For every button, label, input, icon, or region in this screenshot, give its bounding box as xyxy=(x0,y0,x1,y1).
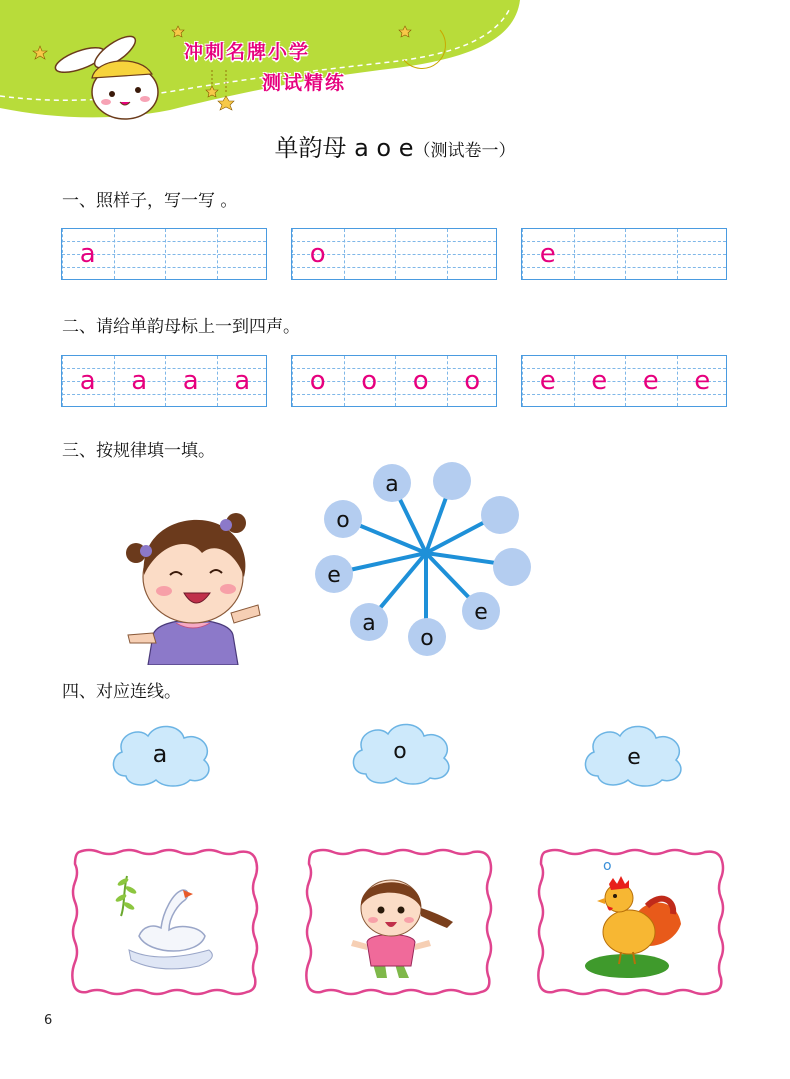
wheel-bubble-blank-3 xyxy=(493,548,531,586)
question-4-label: 四、对应连线。 xyxy=(62,682,181,702)
tone-grid-o[interactable] xyxy=(291,355,497,407)
writing-grid-e[interactable] xyxy=(521,228,727,280)
wheel-letter: e xyxy=(327,563,341,588)
cloud-letter: o xyxy=(393,739,407,764)
cloud-letter: a xyxy=(152,740,168,768)
grid-letter: a xyxy=(234,366,251,396)
grid-letter: o xyxy=(412,366,429,396)
wheel-letter: a xyxy=(385,472,399,497)
grid-letter: o xyxy=(464,366,481,396)
page-title xyxy=(0,128,790,163)
wheel-letter: e xyxy=(474,600,488,625)
title-sub: （测试卷一） xyxy=(413,141,516,161)
grid-letter: a xyxy=(131,366,148,396)
grid-letter: e xyxy=(642,366,659,396)
girl-illustration xyxy=(118,505,268,665)
grid-letter: a xyxy=(182,366,199,396)
pattern-wheel xyxy=(310,455,550,665)
question-1-label: 一、照样子，写一写 。 xyxy=(62,191,238,211)
writing-grid-a[interactable] xyxy=(61,228,267,280)
brand-title: 冲刺名牌小学 xyxy=(184,41,311,63)
grid-letter: e xyxy=(591,366,608,396)
grid-letter: o xyxy=(309,366,326,396)
cloud-o[interactable] xyxy=(348,716,458,786)
grid-letter: o xyxy=(309,239,326,269)
cloud-e[interactable] xyxy=(580,718,690,788)
question-3-label: 三、按规律填一填。 xyxy=(62,441,215,461)
grid-letter: e xyxy=(694,366,711,396)
wheel-letter: a xyxy=(362,611,376,636)
grid-letter: o xyxy=(361,366,378,396)
title-main: 单韵母 a o e xyxy=(274,134,414,162)
cloud-a[interactable] xyxy=(108,718,218,788)
cloud-letter: e xyxy=(627,745,641,770)
svg-text:o: o xyxy=(603,858,612,874)
grid-letter: e xyxy=(539,366,556,396)
grid-letter: e xyxy=(539,239,556,269)
brand-subtitle: 测试精练 xyxy=(262,72,347,94)
swan-card[interactable] xyxy=(69,846,261,998)
wheel-letter: o xyxy=(420,626,434,651)
grid-letter: a xyxy=(79,366,96,396)
wheel-letter: o xyxy=(336,508,350,533)
wheel-bubble-blank-2 xyxy=(481,496,519,534)
girl-card[interactable] xyxy=(303,846,495,998)
rooster-card[interactable] xyxy=(535,846,727,998)
page-number: 6 xyxy=(44,1013,53,1028)
question-2-label: 二、请给单韵母标上一到四声。 xyxy=(62,317,300,337)
grid-letter: a xyxy=(79,239,96,269)
tone-grid-a[interactable] xyxy=(61,355,267,407)
tone-grid-e[interactable] xyxy=(521,355,727,407)
header-background xyxy=(0,0,790,130)
writing-grid-o[interactable] xyxy=(291,228,497,280)
header-banner xyxy=(0,0,790,130)
wheel-bubble-blank-1 xyxy=(433,462,471,500)
